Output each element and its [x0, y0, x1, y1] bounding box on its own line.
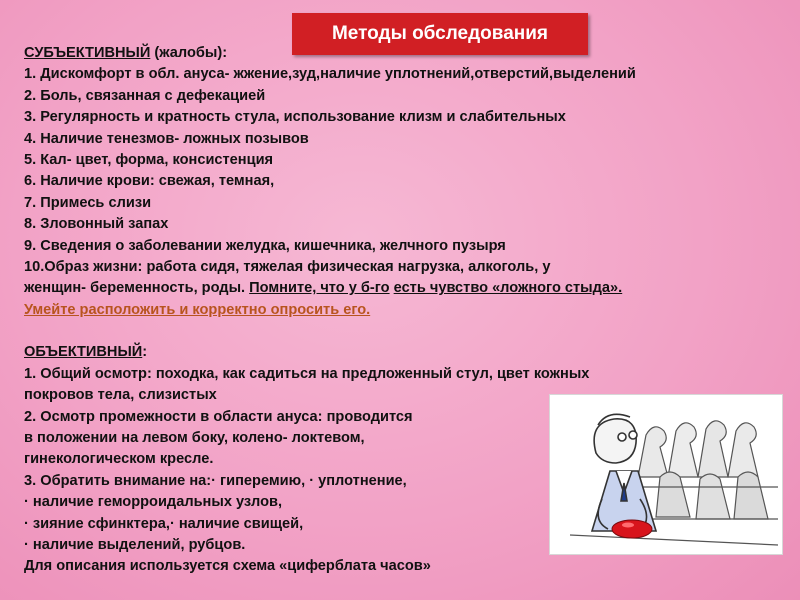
objective-heading-suffix: : [142, 344, 148, 361]
exam-line: · наличие выделений, рубцов. [24, 536, 246, 553]
objective-heading: ОБЪЕКТИВНЫЙ [24, 344, 143, 361]
complaint-item: 3. Регулярность и кратность стула, использование клизм и слабительных [24, 109, 566, 126]
subjective-heading: СУБЪЕКТИВНЫЙ [24, 45, 151, 61]
exam-line: · наличие геморроидальных узлов, [24, 494, 283, 511]
cartoon-drawing [550, 395, 782, 554]
subjective-heading-suffix: (жалобы): [150, 45, 228, 61]
complaint-item: 1. Дискомфорт в обл. ануса- жжение,зуд,наличие уплотнений,отверстий,выделений [24, 66, 636, 83]
complaint-item: 4. Наличие тенезмов- ложных позывов [24, 130, 309, 147]
complaint-item: 10.Образ жизни: работа сидя, тяжелая физическая нагрузка, алкоголь, у [24, 258, 551, 275]
shame-note-a: Помните, что у б-го [249, 280, 390, 297]
complaint-item: 6. Наличие крови: свежая, темная, [24, 173, 275, 190]
exam-line: покровов тела, слизистых [24, 387, 217, 404]
line11-prefix: женщин- беременность, роды. [24, 280, 250, 297]
complaint-item: 5. Кал- цвет, форма, консистенция [24, 151, 274, 168]
objective-heading-line [24, 342, 784, 363]
complaint-item: 2. Боль, связанная с дефекацией [24, 87, 266, 104]
shame-note-b: есть чувство «ложного стыда». [393, 280, 623, 297]
exam-line: гинекологическом кресле. [24, 451, 214, 468]
complaint-item: 9. Сведения о заболевании желудка, кишечника, желчного пузыря [24, 237, 506, 254]
advice-line [24, 300, 784, 321]
exam-line: Для описания используется схема «циферблата часов» [24, 558, 431, 575]
slide-title: Методы обследования [292, 13, 588, 55]
complaint-item-continued [24, 278, 784, 299]
exam-line: 3. Обратить внимание на:· гиперемию, · уплотнение, [24, 472, 407, 489]
exam-line: в положении на левом боку, колено- локтевом, [24, 430, 365, 447]
complaint-item: 8. Зловонный запах [24, 216, 169, 233]
subjective-heading-line [24, 43, 784, 64]
exam-line: 2. Осмотр промежности в области ануса: проводится [24, 408, 413, 425]
exam-line: 1. Общий осмотр: походка, как садиться на предложенный стул, цвет кожных [24, 365, 590, 382]
complaint-item: 7. Примесь слизи [24, 194, 152, 211]
section-spacer [24, 321, 784, 342]
advice-text: Умейте расположить и корректно опросить его. [24, 301, 371, 318]
cartoon-illustration [549, 394, 783, 555]
exam-line: · зияние сфинктера,· наличие свищей, [24, 515, 304, 532]
